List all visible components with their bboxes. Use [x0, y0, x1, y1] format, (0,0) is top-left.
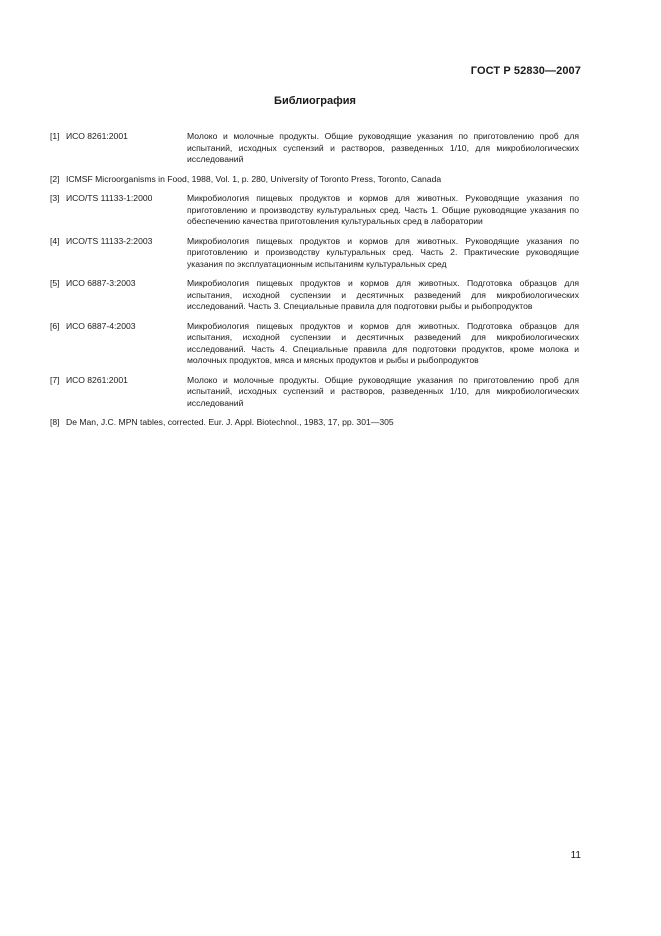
bibliography-entry — [50, 193, 579, 228]
bibliography-entry — [50, 174, 579, 186]
entry-description: De Man, J.C. MPN tables, corrected. Eur. J. Appl. Biotechnol., 1983, 17, pp. 301—305 — [66, 417, 394, 427]
page-title: Библиография — [274, 95, 356, 107]
bibliography-entry — [50, 321, 579, 367]
entry-standard-code: ИСО/TS 11133-1:2000 — [66, 193, 153, 203]
entry-standard-code: ИСО/TS 11133-2:2003 — [66, 235, 153, 246]
entry-description: Молоко и молочные продукты. Общие руководящие указания по приготовлению проб для испытаний, исходных суспензий и растворов, разведенных 1/10, для микробиологических исследований — [187, 374, 579, 408]
standard-code-header: ГОСТ Р 52830—2007 — [470, 65, 581, 77]
entry-number: [6] — [50, 320, 60, 331]
entry-number: [7] — [50, 374, 60, 385]
bibliography-entry — [50, 417, 579, 429]
entry-standard-code: ИСО 6887-3:2003 — [66, 278, 136, 288]
entry-number: [1] — [50, 131, 60, 141]
entry-description: Микробиология пищевых продуктов и кормов для животных. Подготовка образцов для испытания, исходной суспензии и десятичных разведений для микробиологических исследований. Часть 4. Специальные правила для подготовки продуктов, кроме молока и молочных продуктов, мяса и мясных продуктов и рыбы и рыбопродуктов — [187, 320, 579, 365]
entry-number: [8] — [50, 417, 60, 427]
entry-description: Микробиология пищевых продуктов и кормов для животных. Руководящие указания по приготовлению и производству культуральных сред. Часть 2. Практические руководящие указания по эксплуатационным испытаниям культуральных сред — [187, 235, 579, 269]
entry-description: Молоко и молочные продукты. Общие руководящие указания по приготовлению проб для испытаний, исходных суспензий и растворов, разведенных 1/10, для микробиологических исследований — [187, 131, 579, 164]
entry-description: ICMSF Microorganisms in Food, 1988, Vol. 1, p. 280, University of Toronto Press, Toronto, Canada — [66, 173, 442, 184]
entry-standard-code: ИСО 6887-4:2003 — [66, 320, 136, 331]
bibliography-entry — [50, 131, 579, 166]
entry-standard-code: ИСО 8261:2001 — [66, 131, 128, 141]
entry-number: [3] — [50, 193, 60, 203]
bibliography-list — [50, 131, 579, 437]
entry-number: [5] — [50, 278, 60, 288]
bibliography-entry — [50, 278, 579, 313]
entry-description: Микробиология пищевых продуктов и кормов для животных. Подготовка образцов для испытания, исходной суспензии и десятичных разведений для микробиологических исследований. Часть 3. Специальные правила для подготовки рыбы и рыбопродуктов — [187, 278, 579, 311]
bibliography-entry — [50, 236, 579, 271]
entry-standard-code: ИСО 8261:2001 — [66, 374, 128, 385]
entry-number: [4] — [50, 235, 60, 246]
entry-number: [2] — [50, 173, 60, 184]
page-number: 11 — [570, 850, 581, 861]
bibliography-entry — [50, 375, 579, 410]
entry-description: Микробиология пищевых продуктов и кормов для животных. Руководящие указания по приготовлению и производству культуральных сред. Часть 1. Общие руководящие указания по обеспечению качества приготовления культуральных сред в лаборатории — [187, 193, 579, 226]
